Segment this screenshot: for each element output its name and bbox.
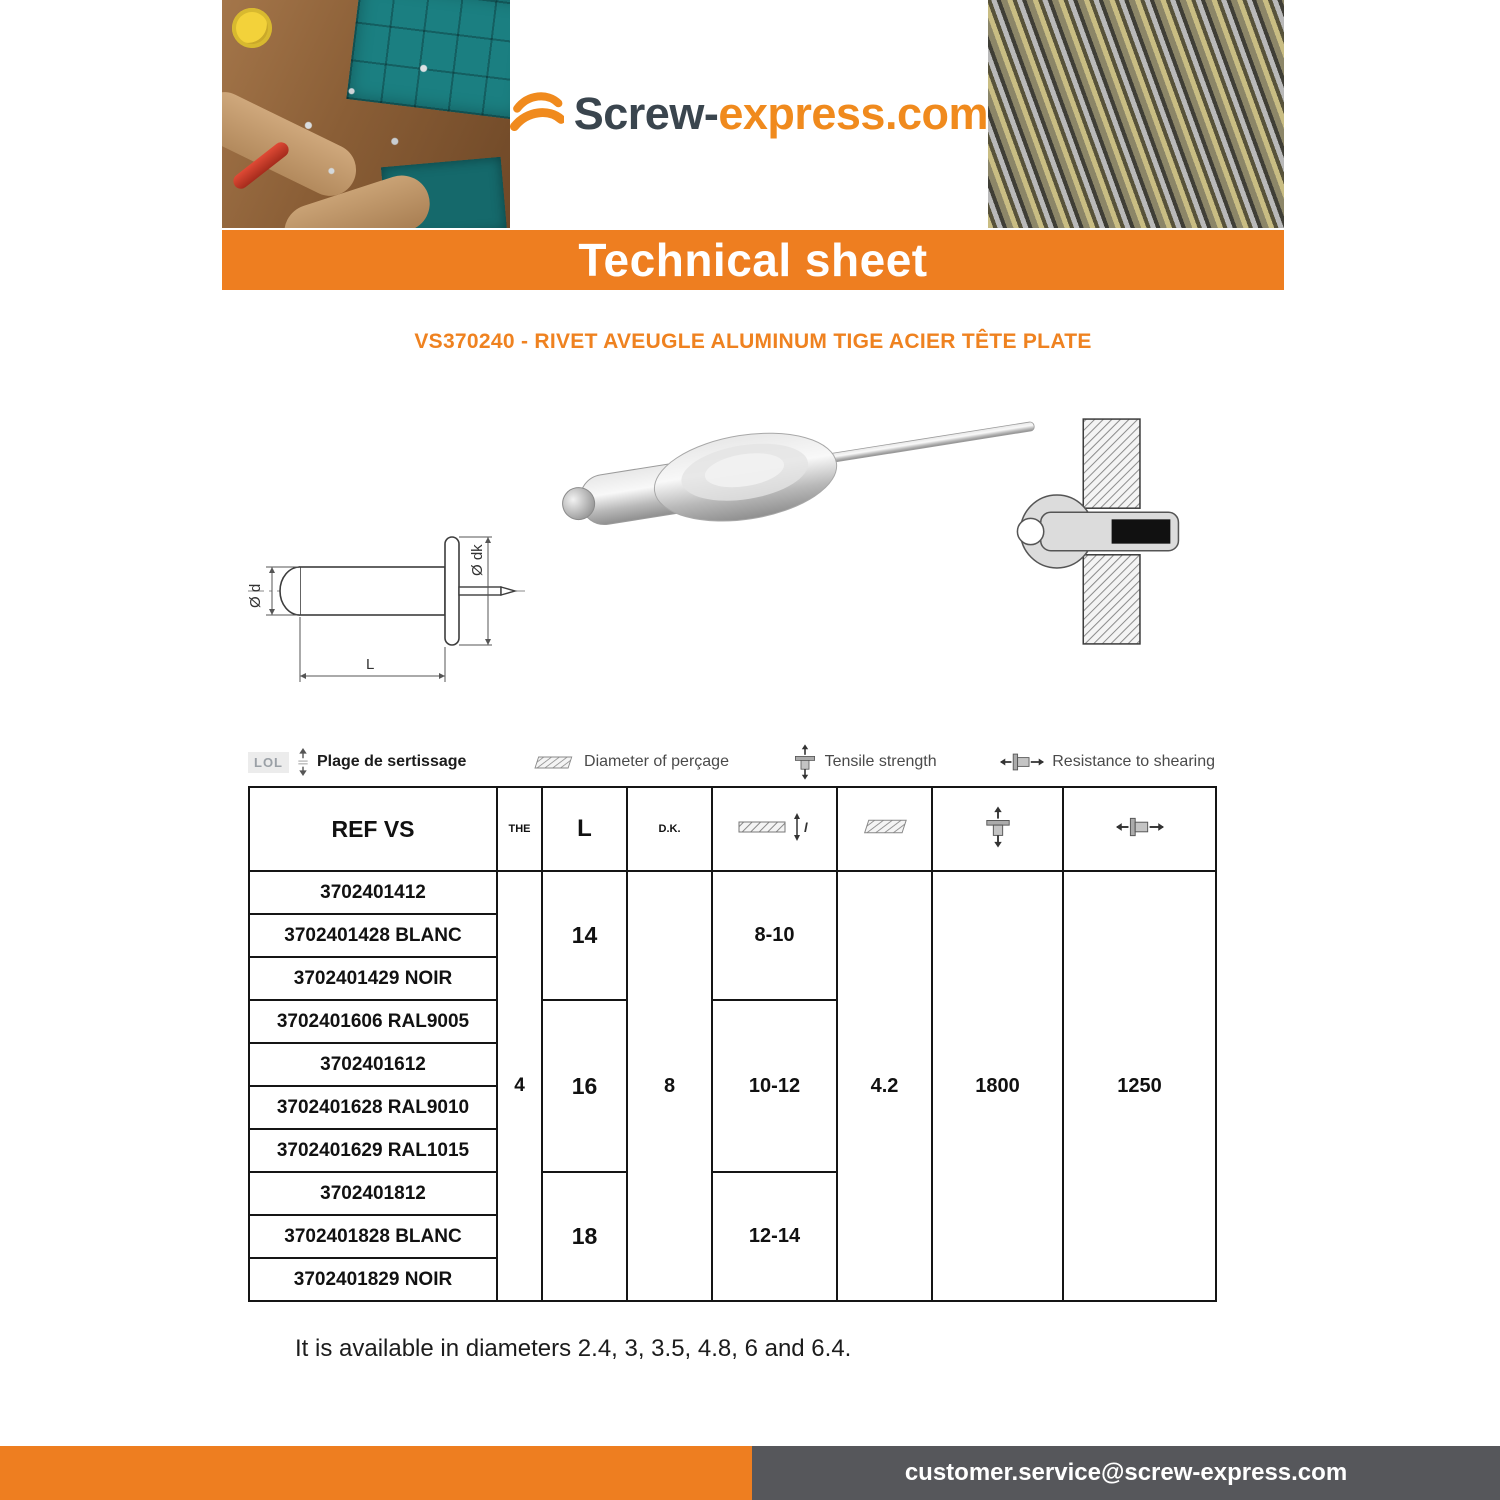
col-header-l: L: [542, 787, 627, 871]
availability-note: It is available in diameters 2.4, 3, 3.5, 4.8, 6 and 6.4.: [295, 1335, 852, 1362]
l-value-cell: 14: [542, 871, 627, 1000]
grip-range-prefix: LOL: [248, 752, 289, 773]
col-header-tensile: [932, 787, 1063, 871]
ref-cell: 3702401628 RAL9010: [249, 1086, 497, 1129]
legend: [248, 744, 1215, 780]
tensile-strength-icon: [984, 806, 1012, 848]
legend-item-tensile: [793, 744, 937, 780]
ref-cell: 3702401812: [249, 1172, 497, 1215]
legend-item-shear: [1000, 752, 1215, 772]
tensile-strength-icon: [793, 744, 817, 780]
shear-resistance-icon: [1000, 752, 1044, 772]
spec-table: [248, 786, 1217, 1302]
ref-cell: 3702401612: [249, 1043, 497, 1086]
col-header-ref: REF VS: [249, 787, 497, 871]
grip-length-icon: [735, 813, 815, 841]
table-wrap: [248, 786, 1217, 1302]
legend-item-drill: [530, 753, 729, 771]
legend-item-grip: [248, 748, 466, 776]
legend-label: Resistance to shearing: [1052, 753, 1215, 770]
brand-suffix: express.com: [718, 88, 988, 139]
ref-cell: 3702401428 BLANC: [249, 914, 497, 957]
drill-diameter-cell: 4.2: [837, 871, 932, 1301]
scattered-parts-art: [222, 0, 510, 228]
table-row: [249, 871, 1216, 914]
grip-range-cell: 12-14: [712, 1172, 837, 1301]
tensile-strength-cell: 1800: [932, 871, 1063, 1301]
contact-email: customer.service@screw-express.com: [904, 1459, 1348, 1486]
ref-cell: 3702401629 RAL1015: [249, 1129, 497, 1172]
col-header-dk: D.K.: [627, 787, 712, 871]
shear-resistance-icon: [1116, 816, 1164, 838]
logo: [510, 0, 988, 228]
col-header-shear: [1063, 787, 1216, 871]
dim-d-label: Ø d: [247, 583, 264, 608]
grip-range-icon: [297, 748, 309, 776]
rivet-photo: [484, 366, 1014, 576]
product-title: VS370240 - RIVET AVEUGLE ALUMINUM TIGE ACIER TÊTE PLATE: [414, 330, 1092, 353]
dim-l-label: L: [366, 656, 375, 673]
footer: [0, 1446, 1500, 1500]
screws-photo: [988, 0, 1284, 228]
legend-label: Plage de sertissage: [317, 753, 467, 770]
col-header-the: THE: [497, 787, 542, 871]
svg-text:l: l: [803, 819, 808, 835]
l-value-cell: 18: [542, 1172, 627, 1301]
l-value-cell: 16: [542, 1000, 627, 1172]
ref-cell: 3702401829 NOIR: [249, 1258, 497, 1301]
banner-title: Technical sheet: [578, 234, 928, 286]
dim-dk-label: Ø dk: [469, 544, 486, 576]
ref-cell: 3702401429 NOIR: [249, 957, 497, 1000]
ref-cell: 3702401828 BLANC: [249, 1215, 497, 1258]
footer-contact: [752, 1446, 1500, 1500]
dk-value-cell: 8: [627, 871, 712, 1301]
figures: [222, 358, 1284, 740]
col-header-drill: [837, 787, 932, 871]
logo-swoosh-icon: [510, 87, 564, 141]
grip-range-cell: 10-12: [712, 1000, 837, 1172]
ref-cell: 3702401412: [249, 871, 497, 914]
col-header-grip: [712, 787, 837, 871]
legend-label: Tensile strength: [824, 753, 937, 770]
shear-resistance-cell: 1250: [1063, 871, 1216, 1301]
brand-prefix: Screw-: [573, 88, 719, 139]
brand-name: [574, 88, 988, 140]
ref-cell: 3702401606 RAL9005: [249, 1000, 497, 1043]
legend-label: Diameter of perçage: [584, 753, 729, 770]
drill-diameter-icon: [530, 755, 576, 770]
table-header-row: [249, 787, 1216, 871]
grip-range-cell: 8-10: [712, 871, 837, 1000]
banner: [222, 230, 1284, 290]
workbench-photo: [222, 0, 510, 228]
the-value-cell: 4: [497, 871, 542, 1301]
installed-rivet-section: [1014, 413, 1192, 651]
drill-diameter-icon: [859, 818, 911, 835]
